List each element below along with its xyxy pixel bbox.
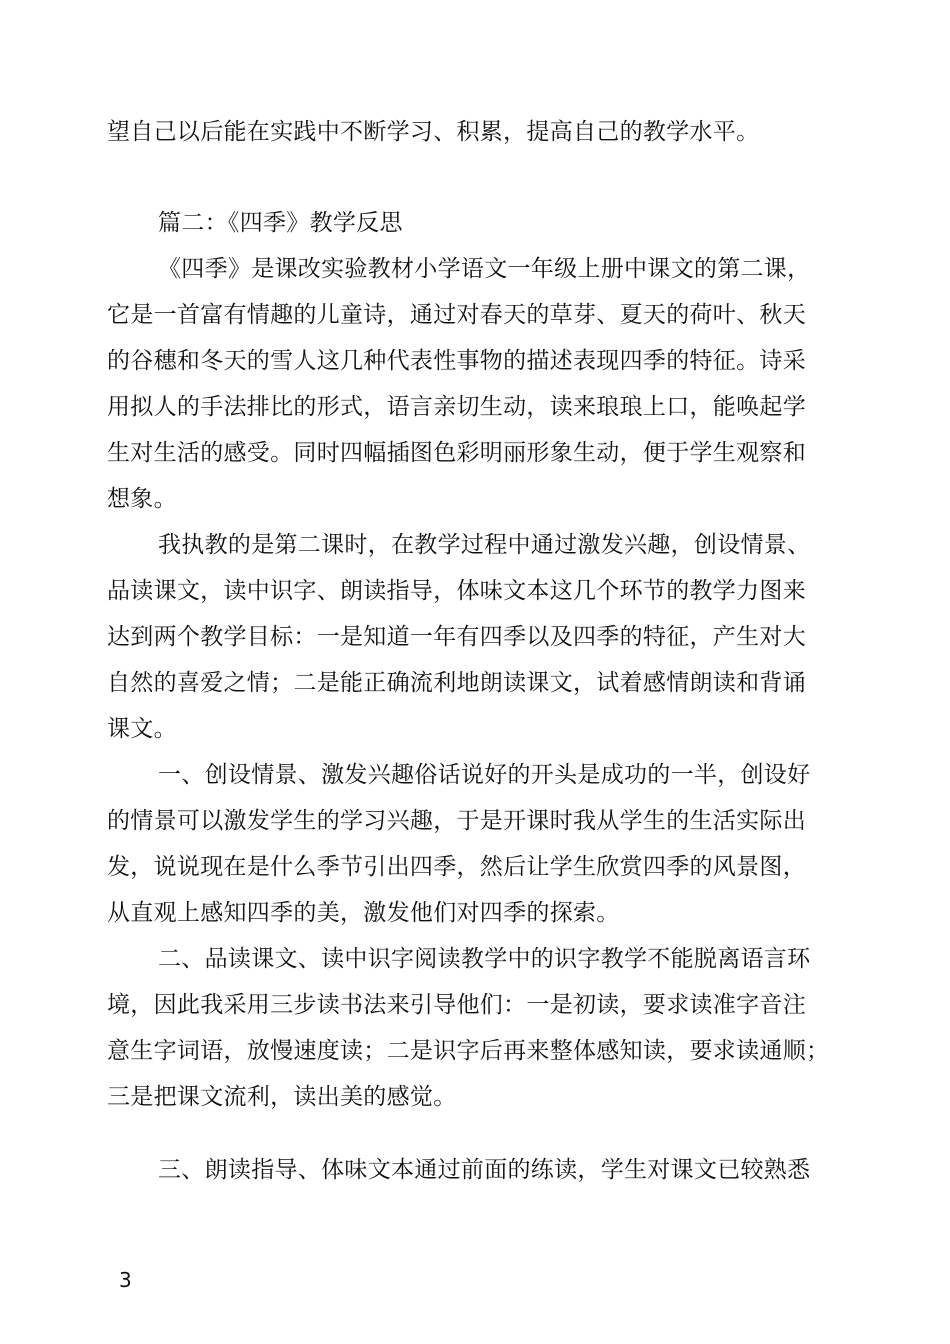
text-line: 它是一首富有情趣的儿童诗，通过对春天的草芽、夏天的荷叶、秋天: [107, 302, 806, 328]
text-line: 我执教的是第二课时，在教学过程中通过激发兴趣，创设情景、: [158, 532, 811, 558]
page-number: 3: [119, 1268, 132, 1292]
text-line: 三、朗读指导、体味文本通过前面的练读，学生对课文已较熟悉: [158, 1157, 811, 1183]
text-line: 用拟人的手法排比的形式，语言亲切生动，读来琅琅上口，能唤起学: [107, 394, 806, 420]
text-line: 发，说说现在是什么季节引出四季，然后让学生欣赏四季的风景图，: [107, 854, 806, 880]
text-line: 望自己以后能在实践中不断学习、积累，提高自己的教学水平。: [107, 119, 760, 145]
text-line: 课文。: [107, 716, 177, 742]
section-heading: 篇二：《四季》教学反思: [158, 210, 403, 236]
text-line: 自然的喜爱之情；二是能正确流利地朗读课文，试着感情朗读和背诵: [107, 670, 806, 696]
text-line: 品读课文，读中识字、朗读指导，体味文本这几个环节的教学力图来: [107, 578, 806, 604]
text-line: 境，因此我采用三步读书法来引导他们：一是初读，要求读准字音注: [107, 992, 806, 1018]
text-line: 想象。: [107, 486, 177, 512]
text-line: 从直观上感知四季的美，激发他们对四季的探索。: [107, 900, 620, 926]
text-line: 《四季》是课改实验教材小学语文一年级上册中课文的第二课，: [158, 256, 811, 282]
text-line: 生对生活的感受。同时四幅插图色彩明丽形象生动，便于学生观察和: [107, 440, 806, 466]
text-line: 二、品读课文、读中识字阅读教学中的识字教学不能脱离语言环: [158, 946, 811, 972]
text-line: 三是把课文流利，读出美的感觉。: [107, 1084, 457, 1110]
text-line: 的情景可以激发学生的学习兴趣，于是开课时我从学生的生活实际出: [107, 808, 806, 834]
text-line: 一、创设情景、激发兴趣俗话说好的开头是成功的一半，创设好: [158, 762, 811, 788]
text-line: 达到两个教学目标：一是知道一年有四季以及四季的特征，产生对大: [107, 624, 806, 650]
text-line: 意生字词语，放慢速度读；二是识字后再来整体感知读，要求读通顺；: [107, 1038, 830, 1064]
text-line: 的谷穗和冬天的雪人这几种代表性事物的描述表现四季的特征。诗采: [107, 348, 806, 374]
